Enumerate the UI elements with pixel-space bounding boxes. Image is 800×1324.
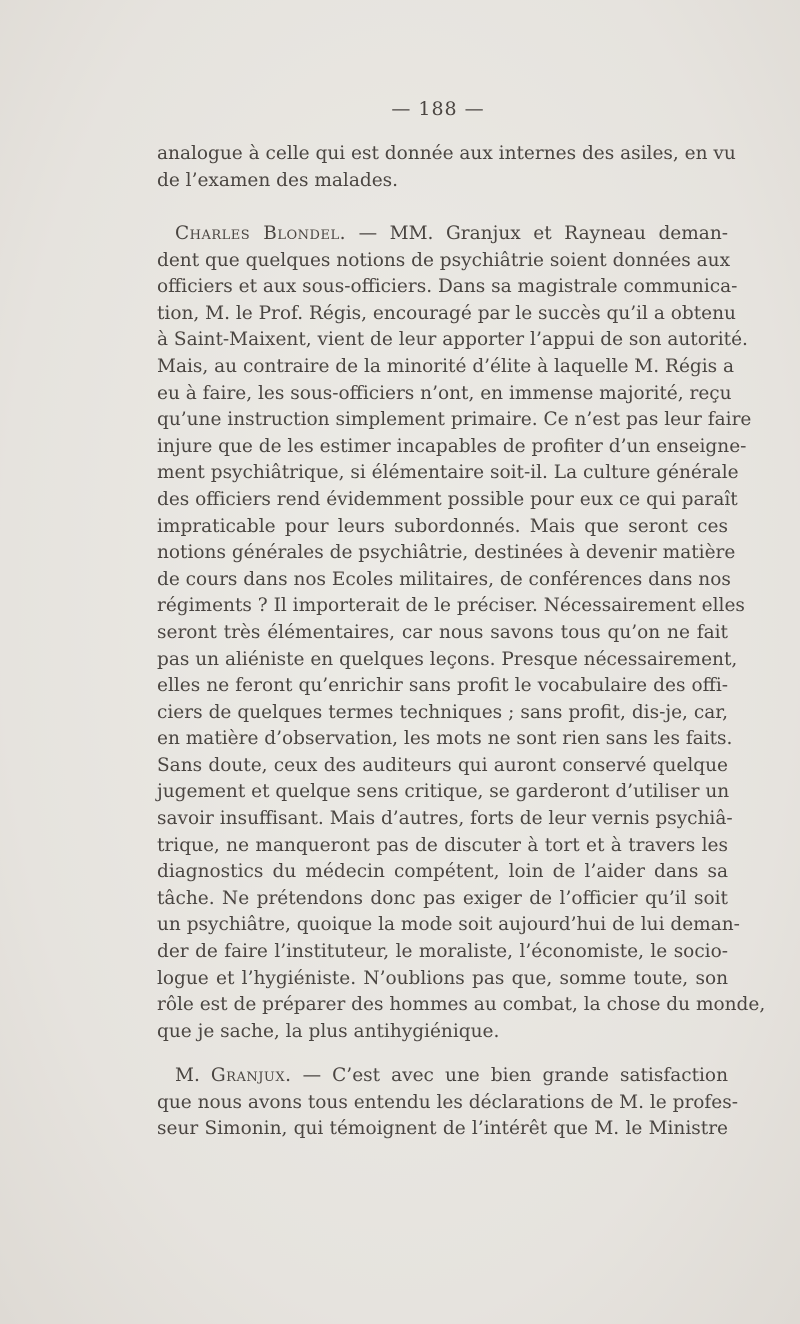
text-line: logue et l’hygiéniste. N’oublions pas que, somme toute, son <box>157 967 728 989</box>
text-line: en matière d’observation, les mots ne sont rien sans les faits. <box>157 728 733 750</box>
text-line: tion, M. le Prof. Régis, encouragé par le succès qu’il a obtenu <box>157 302 736 324</box>
text-line: à Saint-Maixent, vient de leur apporter l’appui de son autorité. <box>157 329 748 351</box>
speaker-name: Charles Blondel. <box>175 223 346 244</box>
text-line: que nous avons tous entendu les déclarations de M. le profes- <box>157 1091 738 1113</box>
text-line: M. Granjux. — C’est avec une bien grande satisfaction <box>175 1065 728 1086</box>
text-line: tâche. Ne prétendons donc pas exiger de l’officier qu’il soit <box>157 887 728 909</box>
text-line: notions générales de psychiâtrie, destinées à devenir matière <box>157 542 736 564</box>
text-line: jugement et quelque sens critique, se garderont d’utiliser un <box>157 781 730 803</box>
speaker-name: Granjux. <box>210 1065 292 1086</box>
text-line: seur Simonin, qui témoignent de l’intérêt que M. le Ministre <box>157 1118 728 1140</box>
text-line: ment psychiâtrique, si élémentaire soit-il. La culture générale <box>157 462 739 484</box>
paragraph-granjux <box>157 1063 738 1143</box>
text-line: de l’examen des malades. <box>157 169 399 191</box>
text-line: impraticable pour leurs subordonnés. Mais que seront ces <box>157 515 728 537</box>
text-line: un psychiâtre, quoique la mode soit aujourd’hui de lui deman- <box>157 914 740 936</box>
text-line: dent que quelques notions de psychiâtrie soient données aux <box>157 249 731 271</box>
text-line: seront très élémentaires, car nous savons tous qu’on ne fait <box>157 621 728 643</box>
text-line: officiers et aux sous-officiers. Dans sa magistrale communica- <box>157 276 738 298</box>
text-line: de cours dans nos Ecoles militaires, de conférences dans nos <box>157 568 731 590</box>
text-line: qu’une instruction simplement primaire. Ce n’est pas leur faire <box>157 409 752 431</box>
text-line: que je sache, la plus antihygiénique. <box>157 1020 500 1042</box>
text-line: savoir insuffisant. Mais d’autres, forts de leur vernis psychiâ- <box>157 808 733 830</box>
text-line: Charles Blondel. — MM. Granjux et Rayneau deman- <box>175 223 728 244</box>
text-line: pas un aliéniste en quelques leçons. Presque nécessairement, <box>157 648 738 670</box>
text-line: trique, ne manqueront pas de discuter à tort et à travers les <box>157 834 728 856</box>
text-line: des officiers rend évidemment possible pour eux ce qui paraît <box>157 488 738 510</box>
paragraph-continuation <box>157 141 736 194</box>
text-line: elles ne feront qu’enrichir sans profit le vocabulaire des offi- <box>157 675 728 697</box>
text-line: régiments ? Il importerait de le préciser. Nécessairement elles <box>157 595 745 617</box>
text-line: analogue à celle qui est donnée aux internes des asiles, en vu <box>157 143 736 164</box>
page-number: — 188 — <box>391 98 485 120</box>
text-line: Sans doute, ceux des auditeurs qui auront conservé quelque <box>157 754 728 776</box>
text-line: rôle est de préparer des hommes au combat, la chose du monde, <box>157 994 766 1016</box>
text-line: Mais, au contraire de la minorité d’élite à laquelle M. Régis a <box>157 355 735 377</box>
text-line: eu à faire, les sous-officiers n’ont, en immense majorité, reçu <box>157 382 732 404</box>
text-line: diagnostics du médecin compétent, loin de l’aider dans sa <box>157 861 728 883</box>
text-line: ciers de quelques termes techniques ; sans profit, dis-je, car, <box>157 701 728 723</box>
text-line: injure que de les estimer incapables de profiter d’un enseigne- <box>157 435 747 457</box>
paragraph-blondel <box>157 221 766 1045</box>
text-line: der de faire l’instituteur, le moraliste, l’économiste, le socio- <box>157 941 728 963</box>
